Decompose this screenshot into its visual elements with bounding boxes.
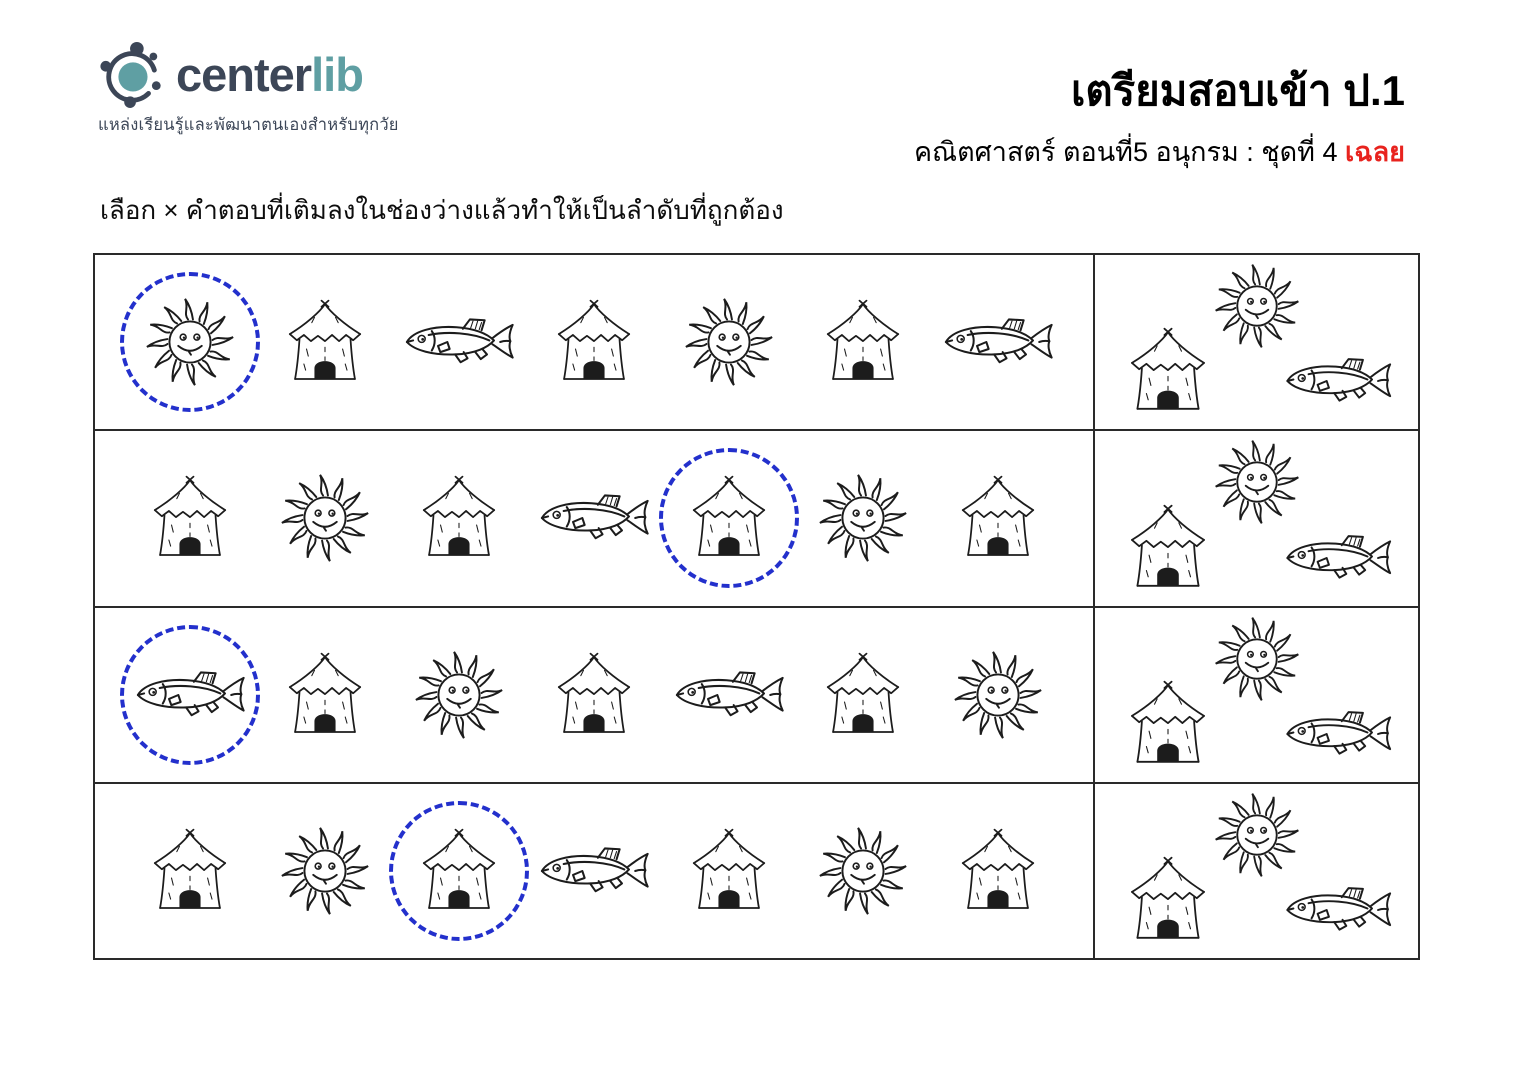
sequence-item-tent — [535, 619, 653, 771]
tent-icon — [819, 293, 907, 391]
choice-fish — [1280, 876, 1396, 944]
sequence-item-fish — [939, 266, 1057, 418]
worksheet-table — [93, 253, 1420, 960]
fish-icon — [669, 660, 789, 730]
sequence-item-fish — [535, 442, 653, 594]
tent-icon — [954, 822, 1042, 920]
tent-icon — [550, 293, 638, 391]
sequence-item-tent — [400, 442, 518, 594]
brand-name-lib: lib — [311, 47, 363, 101]
sequence-item-tent — [670, 442, 788, 594]
sequence-item-sun — [266, 442, 384, 594]
choices-cell — [1095, 255, 1418, 429]
pattern-row-1 — [95, 255, 1418, 431]
choice-fish — [1280, 524, 1396, 592]
sequence-item-tent — [131, 795, 249, 947]
fish-icon — [1280, 524, 1396, 592]
sequence-item-tent — [670, 795, 788, 947]
tent-icon — [1123, 498, 1213, 598]
fish-icon — [534, 836, 654, 906]
worksheet-title: เตรียมสอบเข้า ป.1 — [1070, 67, 1405, 114]
tent-icon — [550, 646, 638, 744]
sequence-item-fish — [400, 266, 518, 418]
choice-sun — [1210, 612, 1304, 706]
tent-icon — [281, 293, 369, 391]
choice-sun — [1210, 788, 1304, 882]
sequence-item-sun — [804, 795, 922, 947]
sequence-cell — [95, 255, 1095, 429]
fish-icon — [399, 307, 519, 377]
centerlib-logo — [98, 40, 399, 138]
tent-icon — [1123, 850, 1213, 950]
answer-blank-circle — [120, 625, 260, 765]
sun-icon — [276, 469, 374, 567]
answer-blank-circle — [120, 272, 260, 412]
sequence-item-sun — [804, 442, 922, 594]
brand-name-center: center — [176, 47, 312, 101]
sun-icon — [1210, 259, 1304, 353]
worksheet-subtitle — [914, 130, 1405, 173]
sequence-item-sun — [670, 266, 788, 418]
sequence-item-fish — [535, 795, 653, 947]
sequence-item-tent — [266, 266, 384, 418]
choice-fish — [1280, 347, 1396, 415]
brand-name — [176, 47, 363, 102]
tent-icon — [1123, 674, 1213, 774]
sequence-item-fish — [131, 619, 249, 771]
sequence-item-sun — [131, 266, 249, 418]
choice-tent — [1123, 674, 1213, 774]
worksheet-subtitle-text: คณิตศาสตร์ ตอนที่5 อนุกรม : ชุดที่ 4 — [914, 137, 1345, 167]
tent-icon — [1123, 321, 1213, 421]
sun-icon — [814, 822, 912, 920]
sun-icon — [276, 822, 374, 920]
sequence-item-sun — [266, 795, 384, 947]
fish-icon — [938, 307, 1058, 377]
sequence-item-tent — [804, 619, 922, 771]
fish-icon — [1280, 876, 1396, 944]
sequence-item-tent — [535, 266, 653, 418]
centerlib-logo-icon — [98, 40, 166, 108]
pattern-row-3 — [95, 608, 1418, 784]
sequence-item-tent — [400, 795, 518, 947]
choice-tent — [1123, 850, 1213, 950]
tent-icon — [281, 646, 369, 744]
choice-tent — [1123, 321, 1213, 421]
choice-fish — [1280, 700, 1396, 768]
sun-icon — [949, 646, 1047, 744]
answer-blank-circle — [389, 801, 529, 941]
instruction-text: เลือก × คำตอบที่เติมลงในช่องว่างแล้วทำให้เป็นลำดับที่ถูกต้อง — [100, 195, 784, 225]
answer-key-label: เฉลย — [1345, 137, 1405, 167]
fish-icon — [1280, 700, 1396, 768]
tent-icon — [146, 822, 234, 920]
choices-cell — [1095, 784, 1418, 958]
sequence-cell — [95, 784, 1095, 958]
choices-cell — [1095, 608, 1418, 782]
sequence-item-tent — [804, 266, 922, 418]
sequence-item-tent — [939, 795, 1057, 947]
sequence-item-tent — [939, 442, 1057, 594]
pattern-row-2 — [95, 431, 1418, 607]
choice-sun — [1210, 435, 1304, 529]
fish-icon — [1280, 347, 1396, 415]
pattern-row-4 — [95, 784, 1418, 958]
sun-icon — [1210, 612, 1304, 706]
sequence-cell — [95, 608, 1095, 782]
tent-icon — [954, 469, 1042, 567]
sun-icon — [410, 646, 508, 744]
tent-icon — [146, 469, 234, 567]
worksheet-header — [914, 58, 1405, 173]
sequence-item-sun — [400, 619, 518, 771]
sequence-item-tent — [131, 442, 249, 594]
brand-tagline: แหล่งเรียนรู้และพัฒนาตนเองสำหรับทุกวัย — [98, 116, 399, 134]
choice-sun — [1210, 259, 1304, 353]
answer-blank-circle — [659, 448, 799, 588]
choices-cell — [1095, 431, 1418, 605]
fish-icon — [534, 483, 654, 553]
sequence-item-fish — [670, 619, 788, 771]
sun-icon — [814, 469, 912, 567]
choice-tent — [1123, 498, 1213, 598]
sun-icon — [1210, 788, 1304, 882]
sun-icon — [1210, 435, 1304, 529]
sun-icon — [680, 293, 778, 391]
sequence-item-tent — [266, 619, 384, 771]
tent-icon — [415, 469, 503, 567]
sequence-cell — [95, 431, 1095, 605]
sequence-item-sun — [939, 619, 1057, 771]
tent-icon — [685, 822, 773, 920]
tent-icon — [819, 646, 907, 744]
